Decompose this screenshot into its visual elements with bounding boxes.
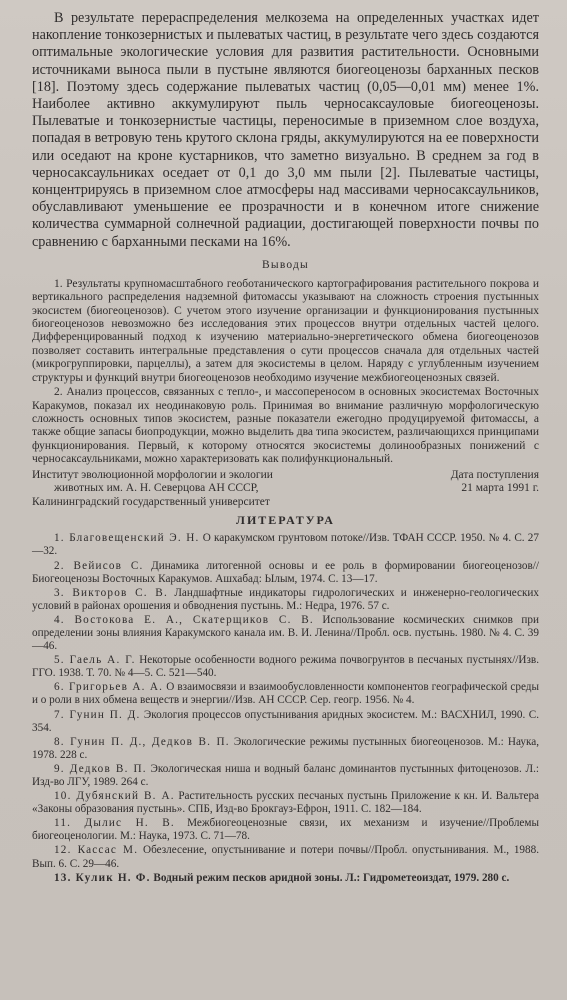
institute-line: Институт эволюционной морфологии и экологии (32, 468, 273, 481)
reference-item (32, 872, 539, 885)
institute-affiliation (32, 469, 372, 510)
reference-item (32, 587, 539, 613)
institute-line: животных им. А. Н. Северцова АН СССР, (54, 482, 259, 495)
reference-author: 6. Григорьев А. А. (54, 681, 164, 694)
reference-author: 1. Благовещенский Э. Н. (54, 532, 200, 545)
reference-item (32, 736, 539, 762)
reference-item (32, 614, 539, 653)
reference-author: 7. Гунин П. Д. (54, 708, 141, 721)
reference-text: Ландшафтные индикаторы гидрологических и инженерно-геологических условий в районах орошения и обводнения пустынь. М.: Недра, 1976. 57 с. (32, 586, 539, 612)
reference-author: 10. Дубянский В. А. (54, 790, 175, 803)
reference-item (32, 532, 539, 558)
reference-item (32, 844, 539, 870)
reference-text: Экологические режимы пустынных биогеоценозов. М.: Наука, 1978. 228 с. (32, 735, 539, 761)
reference-item (32, 817, 539, 843)
reference-text: О каракумском грунтовом потоке//Изв. ТФАН СССР. 1950. № 4. С. 27—32. (32, 532, 539, 558)
reference-item (32, 709, 539, 735)
conclusions-heading: Выводы (262, 258, 309, 271)
reference-author: 12. Кассас М. (54, 844, 139, 857)
reference-author: 2. Вейисов С. (54, 559, 144, 572)
conclusion-item: 2. Анализ процессов, связанных с тепло-, и массопереносом в основных экосистемах Восточных Каракумов, показал их неодинаковую роль. Принимая во внимание различную морфологическую сложность основных типов экосистем, разные показатели ежегодно продуцируемой фитомассы, а также общие запасы биопродукции, можно выделить два типа экосистем, различающихся принципами функционирования. Первый, к которому относятся экосистемы долинообразных понижений с черносаксаульниками, можно характеризовать как полифункциональный. (32, 386, 539, 466)
date-value: 21 марта 1991 г. (461, 482, 539, 495)
reference-text: Водный режим песков аридной зоны. Л.: Гидрометеоиздат, 1979. 280 с. (150, 871, 510, 884)
reference-text: О взаимосвязи и взаимообусловленности компонентов географической среды и о роли в них обмена веществ и энергии//Изв. АН СССР. Сер. геогр. 1956. № 4. (32, 681, 539, 707)
reference-text: Некоторые особенности водного режима почвогрунтов в песчаных пустынях//Изв. ГГО. 1938. Т. 70. № 4—5. С. 521—540. (32, 654, 539, 680)
date-label: Дата поступления (450, 468, 539, 481)
references-heading: ЛИТЕРАТУРА (236, 513, 335, 528)
reference-author: 5. Гаель А. Г. (54, 654, 136, 667)
reference-item (32, 763, 539, 789)
reference-text: Использование космических снимков при определении зоны влияния Каракумского канала им. В. И. Ленина//Пробл. осв. пустынь. 1980. № 4. С. 39—46. (32, 613, 539, 653)
intro-paragraph: В результате перераспределения мелкозема на определенных участках идет накопление тонкозернистых и пылеватых частиц, в результате чего здесь создаются оптимальные экологические условия для развития растительности. Основными источниками выноса пыли в пустыне являются биогеоценозы барханных песков [18]. Поэтому здесь содержание пылеватых частиц (0,05—0,01 мм) менее 1%. Наиболее активно аккумулируют пыль черносаксауловые биогеоценозы. Пылеватые и тонкозернистые частицы, переносимые в приземном слое воздуха, попадая в ветровую тень крутого склона гряды, аккумулируются на ее поверхности или оседают на кроне кустарников, что заметно визуально. В среднем за год в черносаксаульниках оседает от 0,1 до 3,0 мм пыли [2]. Пылеватые частицы, концентрируясь в приземном слое атмосферы над массивами черносаксаульников, обуславливают уменьшение ее прозрачности и в конечном итоге снижение количества суммарной солнечной радиации, достигающей поверхности почвы по сравнению с барханными песками на 16%. (32, 10, 539, 250)
conclusions-section (32, 278, 539, 467)
reference-author: 3. Викторов С. В. (54, 586, 168, 599)
reference-text: Экологическая ниша и водный баланс доминантов пустынных фитоценозов. Л.: Изд-во ЛГУ, 1989. 264 с. (32, 762, 540, 788)
reference-author: 13. Кулик Н. Ф. (54, 871, 151, 884)
affiliation-block (32, 469, 539, 510)
reference-text: Обезлесение, опустынивание и потери почвы//Пробл. опустынивания. М., 1988. Вып. 6. С. 29—46. (32, 844, 540, 870)
reference-author: 11. Дылис Н. В. (54, 817, 175, 830)
reference-item (32, 654, 539, 680)
reference-author: 9. Дедков В. П. (54, 762, 147, 775)
reference-item (32, 790, 539, 816)
intro-section (32, 10, 539, 251)
reference-text: Экология процессов опустынивания аридных экосистем. М.: ВАСХНИЛ, 1990. С. 354. (32, 708, 540, 734)
reference-text: Динамика литогенной основы и ее роль в формировании биогеоценозов//Биогеоценозы Восточных Каракумов. Ашхабад: Ылым, 1974. С. 13—17. (32, 559, 539, 585)
reference-author: 4. Востокова Е. А., Скатерщиков С. В. (54, 613, 314, 626)
institute-line: Калининградский государственный университет (32, 495, 270, 508)
received-date (419, 469, 539, 510)
references-list (32, 532, 539, 884)
conclusion-item: 1. Результаты крупномасштабного геоботанического картографирования растительного покрова и вертикального распределения надземной фитомассы указывают на сложность строения пустынных экосистем (биогеоценозов). С учетом этого изучение организации и функционирования пустынных биогеоценозов невозможно без исследования этих процессов внутри отдельных частей целого. Дифференцированный подход к изучению материально-энергетического обмена биогеоценозов позволяет составить интегральные представления о сути процессов сначала для отдельных частей (микрогруппировки, парцеллы), а затем для экосистемы в целом. Наряду с углубленным изучением структуры и функций внутри биогеоценозов необходимо изучение межбиогеоценозных связей. (32, 277, 539, 384)
reference-item (32, 560, 539, 586)
reference-author: 8. Гунин П. Д., Дедков В. П. (54, 735, 230, 748)
reference-text: Межбиогеоценозные связи, их механизм и изучение//Проблемы биогеоценологии. М.: Наука, 1973. С. 71—78. (32, 817, 539, 843)
reference-text: Растительность русских песчаных пустынь Приложение к кн. И. Вальтера «Законы образования пустынь». СПБ, Изд-во Брокгауз-Ефрон, 1911. С. 182—184. (32, 790, 539, 816)
reference-item (32, 681, 539, 707)
